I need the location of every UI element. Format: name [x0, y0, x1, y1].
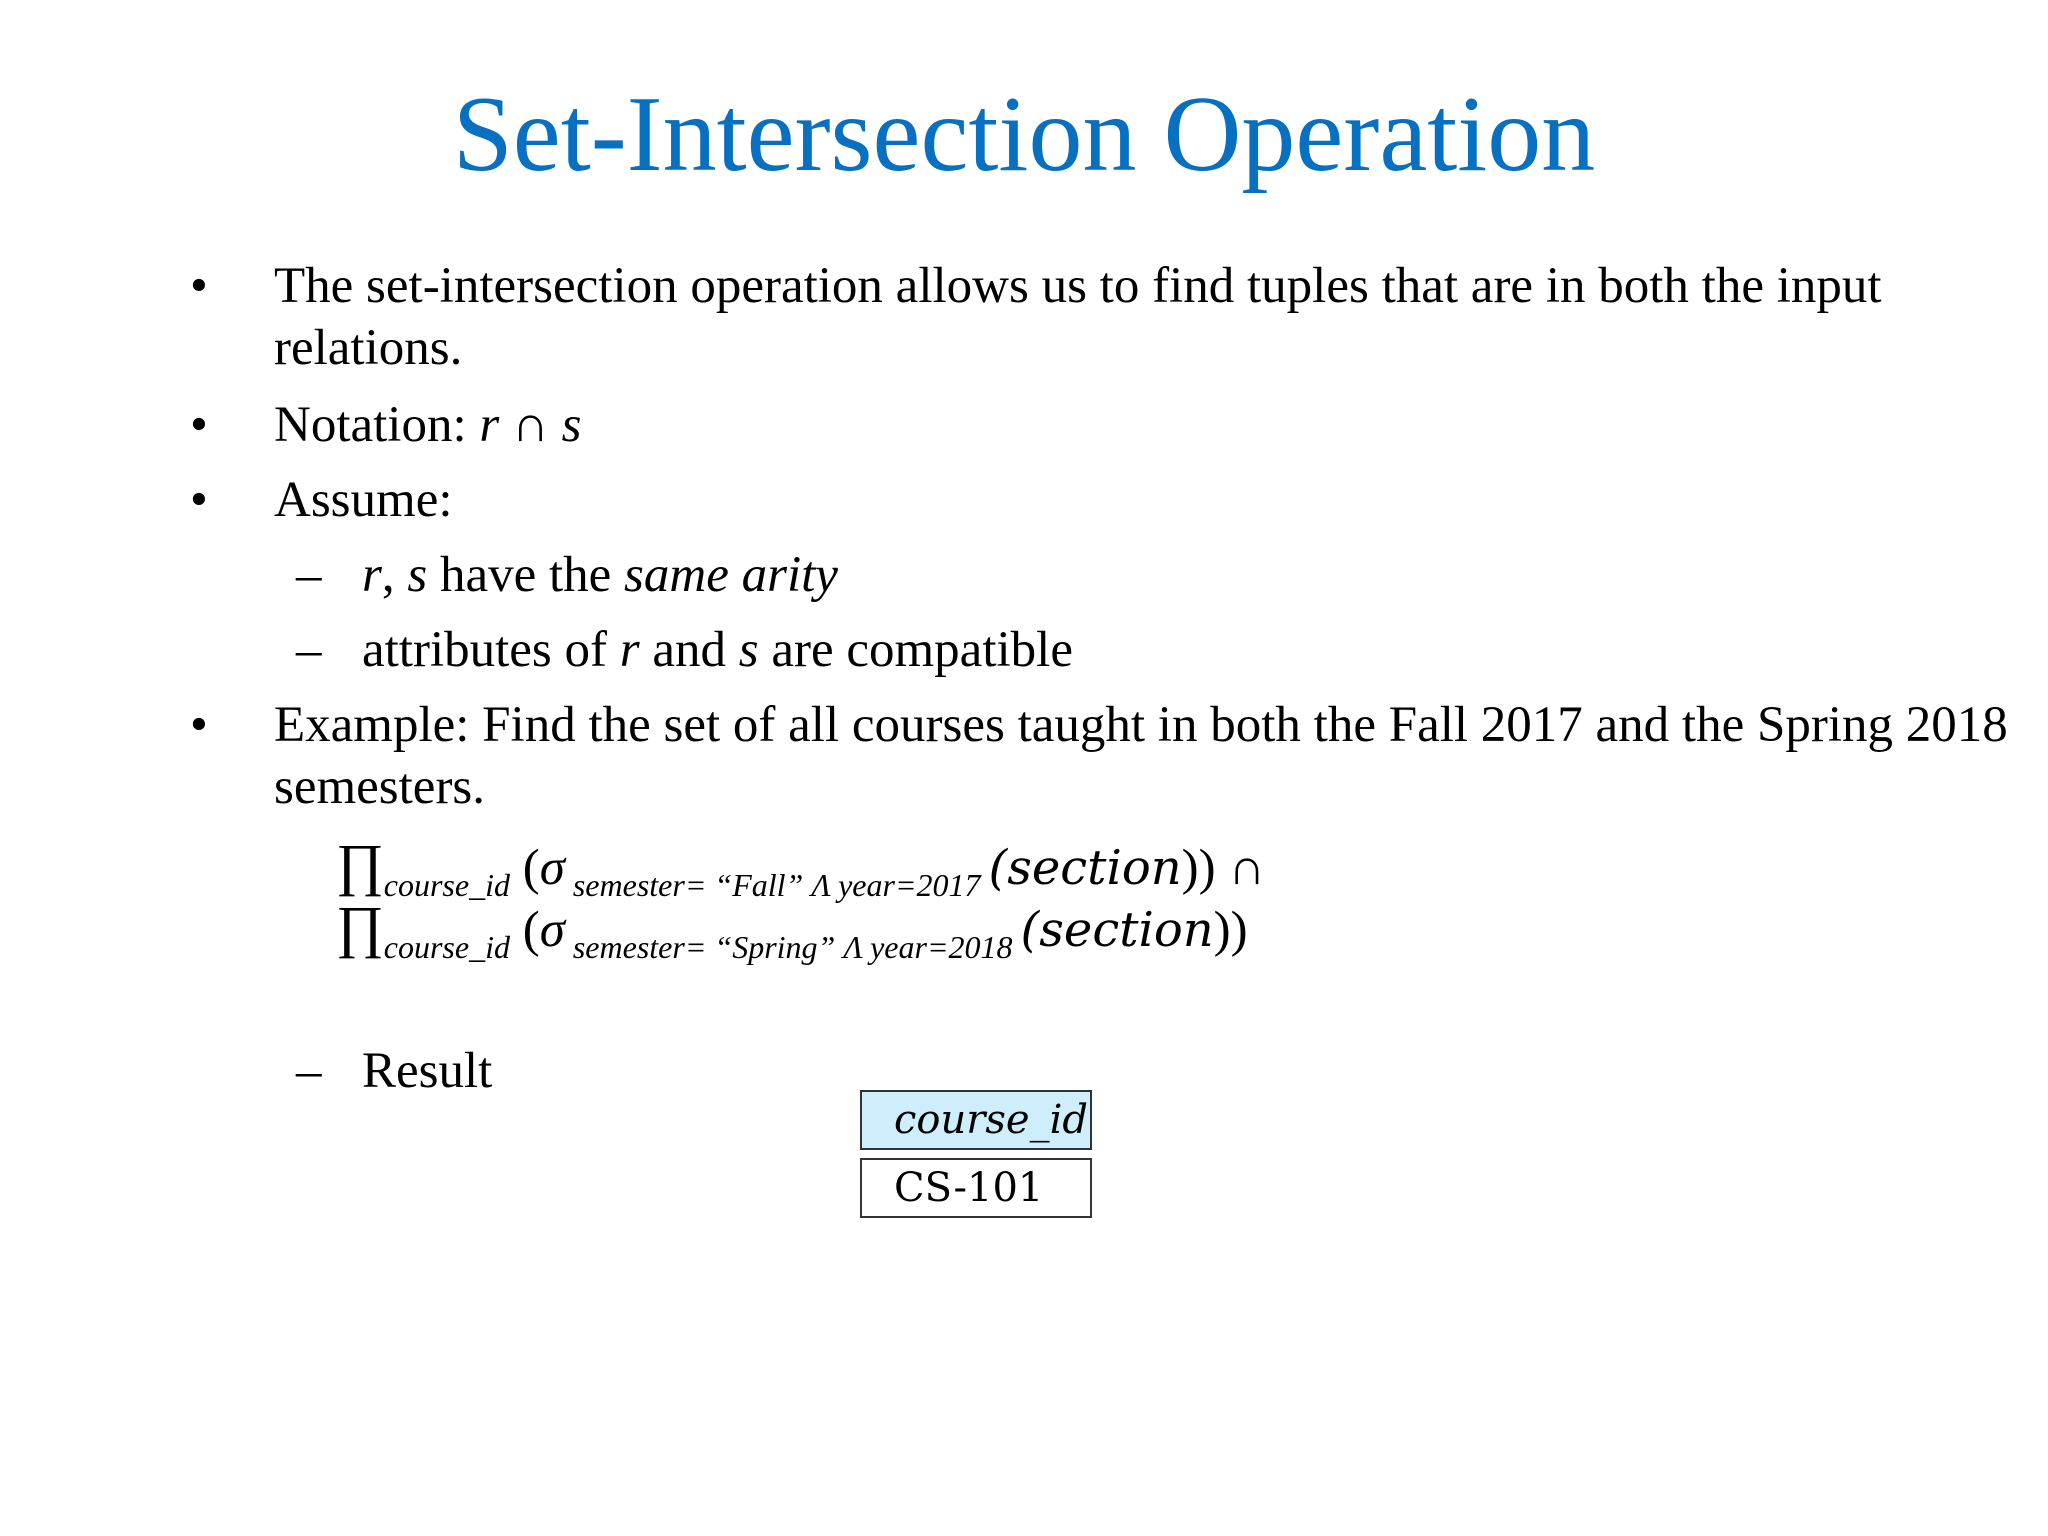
dash-marker: –	[296, 1043, 322, 1099]
same-arity-emphasis: same arity	[624, 547, 838, 603]
relation-r: r	[362, 547, 382, 603]
selection-condition: semester= “Spring” Λ year=2018	[564, 929, 1021, 965]
relation-s: s	[738, 622, 759, 678]
bullet-dot: •	[190, 697, 208, 753]
bullet-text: Assume:	[274, 472, 453, 528]
projection-attribute: course_id	[383, 867, 510, 903]
bullet-text: The set-intersection operation allows us to find tuples that are in both the input relations.	[274, 258, 1882, 376]
slide-title: Set-Intersection Operation	[452, 75, 1596, 194]
relation-s: s	[561, 397, 582, 453]
projection-symbol: ∏	[336, 832, 384, 897]
result-label: Result	[362, 1043, 493, 1099]
formula-line-2: $\prod_{course\_id}$ (σ $_{semester= “Spring” \Lambda year=2018}$ (section))	[336, 894, 1248, 965]
relation-r: r	[619, 622, 640, 678]
bullet-dot: •	[190, 472, 208, 528]
formula-line-1: $\prod_{course\_id}$ (σ $_{semester= “Fall” \Lambda year=2017}$ (section)) ∩	[336, 832, 1266, 903]
result-table	[860, 1090, 1092, 1218]
bullet-dot: •	[190, 258, 208, 314]
result-table-header: course_id	[860, 1090, 1092, 1150]
selection-symbol: σ	[539, 840, 565, 896]
result-table-row: CS-101	[860, 1158, 1092, 1218]
relation-s: s	[407, 547, 428, 603]
relation-section: (section	[1020, 902, 1214, 958]
selection-condition: semester= “Fall” Λ year=2017	[564, 867, 989, 903]
dash-marker: –	[296, 622, 322, 678]
projection-attribute: course_id	[383, 929, 510, 965]
relation-r: r	[479, 397, 500, 453]
bullet-dot: •	[190, 397, 208, 453]
bullet-text: Example: Find the set of all courses taught in both the Fall 2017 and the Spring 2018 semesters.	[274, 697, 2008, 815]
selection-symbol: σ	[539, 902, 565, 958]
relation-section: (section	[988, 840, 1182, 896]
dash-marker: –	[296, 547, 322, 603]
notation-label: Notation:	[274, 397, 480, 453]
intersection-symbol: ∩	[499, 397, 562, 453]
projection-symbol: ∏	[336, 894, 384, 959]
